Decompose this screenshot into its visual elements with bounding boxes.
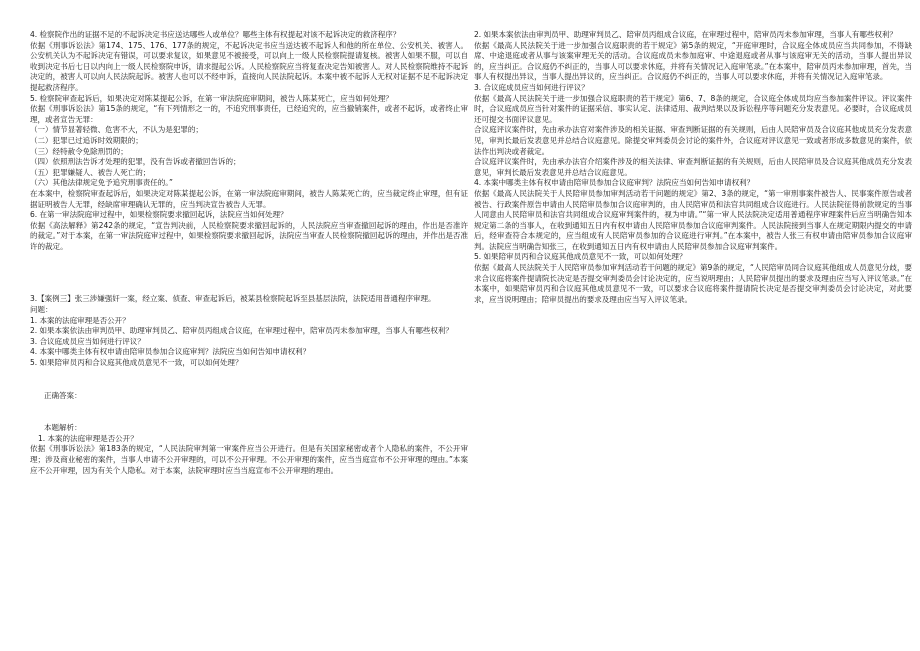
a5-title: 5. 如果陪审员丙和合议庭其他成员意见不一致，可以如何处理？ (474, 252, 687, 262)
right-column (474, 30, 912, 305)
left-column (30, 30, 468, 476)
a2-answer: 依据《最高人民法院关于进一步加强合议庭职责的若干规定》第5条的规定，“开庭审理时，合议庭全体成员应当共同参加，不得缺席、中途退庭或者从事与该案审理无关的活动。合议庭成员未参加庭审、中途退庭或者从事与该庭审无关的活动，当事人提出异议的，应当纠正。合议庭仍不纠正的，当事人可以要求休庭，并将有关情况记入庭审笔录。”在本案中，陪审员丙未参加审理，首先，当事人有权提出异议，当事人提出异议的，应当纠正。合议庭仍不纠正的，当事人可以要求休庭，并将有关情况记入庭审笔录。 (474, 40, 912, 82)
case-three-heading: 3.【案例三】张三涉嫌强奸一案，经立案、侦查、审查起诉后，被某县检察院起诉至县基层法院，法院适用普通程序审理。 (30, 294, 436, 304)
q5-conclusion: 在本案中，检察院审查起诉后，如果决定对陈某提起公诉，在第一审法院庭审期间，被告人陈某死亡的，应当裁定终止审理，但有证据证明被告人无罪，经缺席审理确认无罪的，应当判决宣告被告人无罪。 (30, 188, 468, 209)
a4-title: 4. 本案中哪类主体有权申请由陪审员参加合议庭审判？法院应当如何告知申请权利？ (474, 178, 755, 188)
a4-answer: 依据《最高人民法院关于人民陪审员参加审判活动若干问题的规定》第2、3条的规定，“第一审刑事案件被告人、民事案件原告或者被告、行政案件原告申请由人民陪审员参加合议庭审判的，由人民陪审员和法官共同组成合议庭进行。人民法院征得前款规定的当事人同意由人民陪审员和法官共同组成合议庭审判案件的，视为申请。”“第一审人民法院决定适用普通程序审理案件后应当明确告知本规定第二条的当事人，在收到通知五日内有权申请由人民陪审员参加合议庭审判案件。人民法院接到当事人在规定期限内提交的申请后，经审查符合本规定的，应当组成有人民陪审员参加的合议庭进行审判。”在本案中，被告人张三有权申请由陪审员参加合议庭审判。法院应当明确告知张三，在收到通知五日内有权申请由人民陪审员参加合议庭审判案件。 (474, 188, 912, 251)
q4-title: 4. 检察院作出的证据不足的不起诉决定书应送达哪些人或单位？哪些主体有权提起对该不起诉决定的救济程序？ (30, 30, 401, 39)
question-item: 3. 合议庭成员应当如何进行评议？ (30, 336, 145, 346)
q5-item: （五）犯罪嫌疑人、被告人死亡的； (30, 167, 151, 177)
q6-title: 6. 在第一审法院庭审过程中，如果检察院要求撤回起诉，法院应当如何处理？ (30, 210, 288, 220)
a3-answer-3: 合议庭评议案件时，先由承办法官介绍案件涉及的相关法律、审查判断证据的有关规则，后由人民陪审员及合议庭其他成员充分发表意见，审判长最后发表意见并总结合议庭意见。 (474, 157, 912, 177)
a3-answer-1: 依据《最高人民法院关于进一步加强合议庭职责的若干规定》第6、7、8条的规定，合议庭全体成员均应当参加案件评议。评议案件时，合议庭成员应当针对案件的证据采信、事实认定、法律适用、裁判结果以及诉讼程序等问题充分发表意见。必要时，合议庭成员还可提交书面评议意见。 (474, 93, 912, 124)
questions-label: 问题： (30, 305, 53, 315)
q5-title: 5. 检察院审查起诉后，如果决定对陈某提起公诉，在第一审法院庭审期间，被告人陈某死亡，应当如何处理？ (30, 93, 393, 103)
question-item: 1. 本案的法庭审理是否公开？ (30, 315, 130, 325)
q5-item: （一）情节显著轻微、危害不大，不认为是犯罪的； (30, 125, 203, 135)
correct-answer-label: 正确答案： (44, 390, 82, 400)
a3-title: 3. 合议庭成员应当如何进行评议？ (474, 82, 589, 92)
question-item: 5. 如果陪审员丙和合议庭其他成员意见不一致，可以如何处理？ (30, 358, 243, 368)
q5-item: （六）其他法律规定免予追究刑事责任的。” (30, 178, 173, 188)
a5-answer: 依据《最高人民法院关于人民陪审员参加审判活动若干问题的规定》第9条的规定，“人民陪审员同合议庭其他组成人员意见分歧，要求合议庭将案件提请院长决定是否提交审判委员会讨论决定的，应当说明理由；人民陪审员提出的要求及理由应当写入评议笔录。”在本案中，如果陪审员丙和合议庭其他成员意见不一致，可以要求合议庭将案件提请院长决定是否提交审判委员会讨论决定，对此要求，应当说明理由；陪审员提出的要求及理由应当写入评议笔录。 (474, 263, 912, 304)
q5-item: （二）犯罪已过追诉时效期限的； (30, 135, 143, 145)
q5-item: （四）依照刑法告诉才处理的犯罪，没有告诉或者撤回告诉的； (30, 157, 241, 167)
a3-answer-2: 合议庭评议案件时，先由承办法官对案件涉及的相关证据、审查判断证据的有关规则，后由人民陪审员及合议庭其他成员充分发表意见，审判长最后发表意见并总结合议庭意见。除提交审判委员会讨论的案件外，合议庭对评议意见一致或者形成多数意见的案件，依法作出判决或者裁定。 (474, 125, 912, 156)
q5-item: （三）经特赦令免除刑罚的； (30, 146, 128, 156)
q6-answer: 依据《高法解释》第242条的规定，“宣告判决前，人民检察院要求撤回起诉的，人民法院应当审查撤回起诉的理由，作出是否准许的裁定。”对于本案，在第一审法院庭审过程中，如果检察院要求撤回起诉，法院应当审查人民检察院撤回起诉的理由，并作出是否准许的裁定。 (30, 220, 468, 251)
question-item: 4. 本案中哪类主体有权申请由陪审员参加合议庭审判？法院应当如何告知申请权利？ (30, 347, 311, 357)
a1-answer: 依据《刑事诉讼法》第183条的规定，“人民法院审判第一审案件应当公开进行。但是有关国家秘密或者个人隐私的案件，不公开审理；涉及商业秘密的案件，当事人申请不公开审理的，可以不公开审理。不公开审理的案件，应当当庭宣布不公开审理的理由。”本案应不公开审理，因为有关个人隐私。对于本案，法院审理时应当当庭宣布不公开审理的理由。 (30, 444, 468, 475)
analysis-label: 本题解析： (44, 423, 82, 433)
a1-title: 1. 本案的法庭审理是否公开？ (38, 433, 138, 443)
question-item: 2. 如果本案依法由审判员甲、助理审判员乙、陪审员丙组成合议庭，在审理过程中，陪审员丙未参加审理，当事人有哪些权利？ (30, 326, 453, 336)
a2-title: 2. 如果本案依法由审判员甲、助理审判员乙、陪审员丙组成合议庭，在审理过程中，陪审员丙未参加审理，当事人有哪些权利？ (474, 30, 897, 39)
q4-answer: 依据《刑事诉讼法》第174、175、176、177条的规定，不起诉决定书应当送达被不起诉人和他的所在单位、公安机关、被害人。公安机关认为不起诉决定有错误，可以要求复议，如果意见不被接受，可以向上一级人民检察院提请复核。被害人如果不服，可以自收到决定书后七日以内向上一级人民检察院申诉，请求提起公诉。人民检察院应当将复查决定告知被害人。对人民检察院维持不起诉决定的，被害人可以向人民法院起诉。被害人也可以不经申诉，直接向人民法院起诉。本案中被不起诉人无权对证据不足不起诉决定提起救济程序。 (30, 40, 468, 92)
q5-intro: 依据《刑事诉讼法》第15条的规定，“有下列情形之一的，不追究刑事责任，已经追究的，应当撤销案件，或者不起诉，或者终止审理，或者宣告无罪： (30, 104, 468, 124)
